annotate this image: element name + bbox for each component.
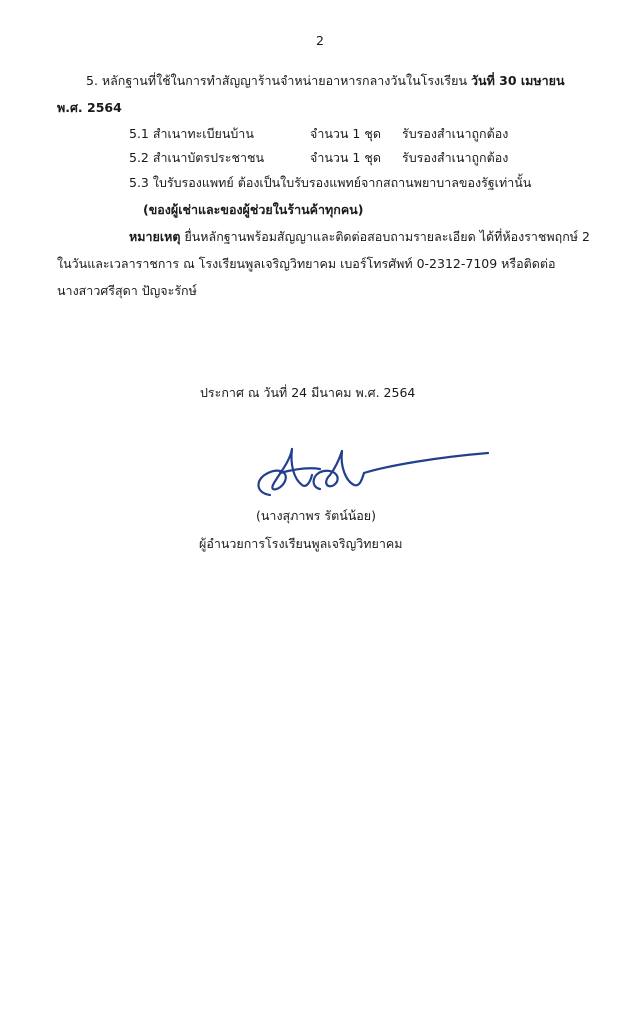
item-5-2-quantity: จำนวน 1 ชุด [310, 150, 381, 165]
applies-to-note: (ของผู้เช่าและของผู้ช่วยในร้านค้าทุกคน) [143, 202, 364, 217]
remark-label: หมายเหตุ [129, 229, 181, 244]
item-5-1-label: 5.1 สำเนาทะเบียนบ้าน [129, 126, 254, 141]
item-5-3: 5.3 ใบรับรองแพทย์ ต้องเป็นใบรับรองแพทย์จากสถานพยาบาลของรัฐเท่านั้น [129, 175, 532, 190]
item-5-2-label: 5.2 สำเนาบัตรประชาชน [129, 150, 264, 165]
signatory-name: (นางสุภาพร รัตน์น้อย) [256, 508, 376, 523]
item-5-2-note: รับรองสำเนาถูกต้อง [402, 150, 509, 165]
section5-deadline: วันที่ 30 เมษายน [471, 73, 565, 88]
remark-line-1 [129, 229, 590, 245]
signature-image [250, 443, 495, 505]
remark-line-2: ในวันและเวลาราชการ ณ โรงเรียนพูลเจริญวิทยาคม เบอร์โทรศัพท์ 0-2312-7109 หรือติดต่อ [57, 256, 556, 271]
section5-deadline-year: พ.ศ. 2564 [57, 100, 122, 115]
announcement-date: ประกาศ ณ วันที่ 24 มีนาคม พ.ศ. 2564 [200, 385, 416, 400]
item-5-1-quantity: จำนวน 1 ชุด [310, 126, 381, 141]
signatory-position: ผู้อำนวยการโรงเรียนพูลเจริญวิทยาคม [199, 536, 403, 551]
section5-intro [86, 73, 565, 89]
remark-line-3: นางสาวศรีสุดา ปัญจะรักษ์ [57, 283, 197, 298]
page-number: 2 [316, 33, 324, 48]
item-5-1-note: รับรองสำเนาถูกต้อง [402, 126, 509, 141]
section5-intro-text: 5. หลักฐานที่ใช้ในการทำสัญญาร้านจำหน่ายอาหารกลางวันในโรงเรียน [86, 73, 468, 88]
remark-text-1: ยื่นหลักฐานพร้อมสัญญาและติดต่อสอบถามรายละเอียด ได้ที่ห้องราชพฤกษ์ 2 [184, 229, 590, 244]
